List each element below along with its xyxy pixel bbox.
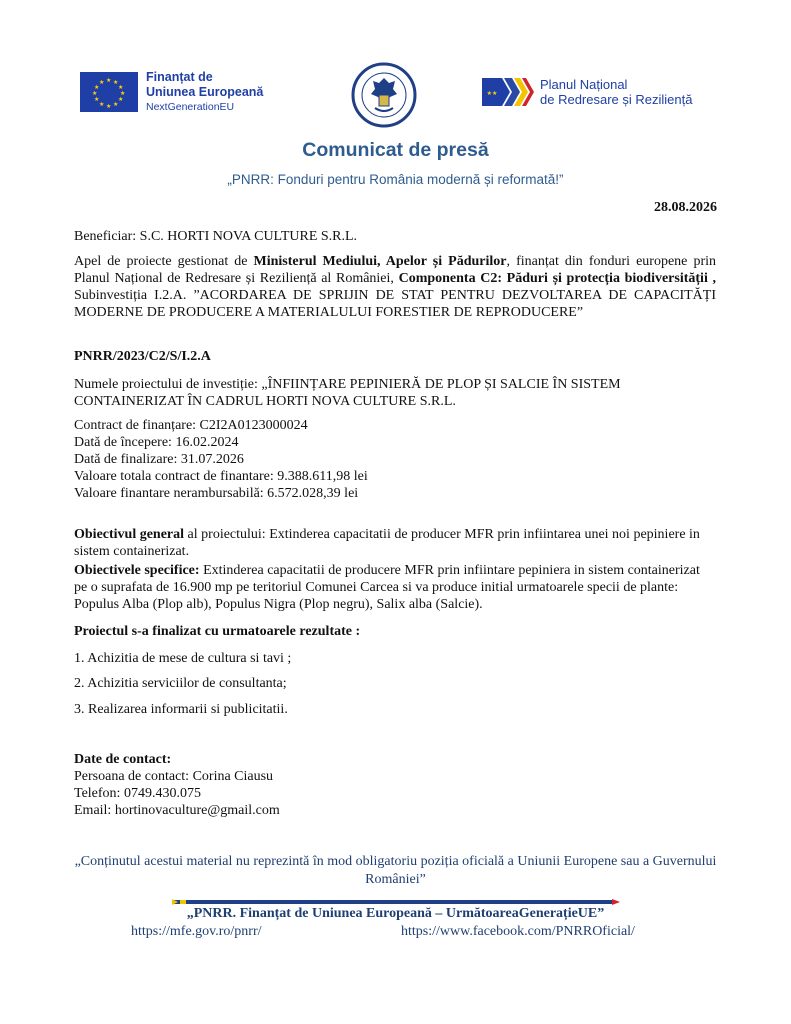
call-text-2: , finanțat din fonduri europene prin Planul Național de Redresare și Reziliență al României, bbox=[74, 254, 716, 286]
general-objective-label: Obiectivul general bbox=[74, 527, 185, 542]
beneficiary-text: Beneficiar: S.C. HORTI NOVA CULTURE S.R.L. bbox=[74, 229, 358, 244]
eu-logo-line2: Uniunea Europeană bbox=[146, 85, 264, 99]
ministry-name: Ministerul Mediului, Apelor și Pădurilor bbox=[253, 254, 507, 269]
specific-objectives bbox=[74, 562, 716, 613]
call-text-1: Apel de proiecte gestionat de bbox=[74, 254, 254, 269]
page-subtitle: „PNRR: Fonduri pentru România modernă și reformată!” bbox=[227, 172, 564, 187]
eu-logo-line1: Finanțat de bbox=[146, 70, 213, 84]
general-objective bbox=[74, 526, 716, 560]
contract-details bbox=[74, 417, 716, 502]
specific-objectives-label: Obiectivele specifice: bbox=[74, 563, 200, 578]
pnrr-logo-line2: de Redresare și Reziliență bbox=[540, 92, 693, 107]
call-paragraph bbox=[74, 253, 716, 321]
results-heading: Proiectul s-a finalizat cu urmatoarele rezultate : bbox=[74, 624, 361, 639]
project-name: Numele proiectului de investiție: „ÎNFIINȚARE PEPINIERĂ DE PLOP ȘI SALCIE ÎN SISTEM CONTAINERIZAT ÎN CADRUL HORTI NOVA CULTURE S.R.L. bbox=[74, 377, 621, 409]
result-item: 3. Realizarea informarii si publicitatii. bbox=[74, 702, 288, 717]
contact-phone: Telefon: 0749.430.075 bbox=[74, 786, 201, 801]
footer-link-facebook[interactable]: https://www.facebook.com/PNRROficial/ bbox=[401, 924, 635, 939]
contract-line: Contract de finanțare: C2I2A0123000024 bbox=[74, 418, 308, 433]
contact-email: Email: hortinovaculture@gmail.com bbox=[74, 803, 280, 818]
component-name: Componenta C2: Păduri și protecția biodiversității , bbox=[398, 271, 716, 286]
page-title: Comunicat de presă bbox=[302, 139, 489, 161]
disclaimer: „Conținutul acestui material nu reprezintă în mod obligatoriu poziția oficială a Uniunii Europene sau a Guvernului României” bbox=[74, 854, 717, 887]
contact-person: Persoana de contact: Corina Ciausu bbox=[74, 769, 274, 784]
eu-funding-logo bbox=[80, 70, 263, 114]
result-item: 2. Achizitia serviciilor de consultanta; bbox=[74, 676, 287, 691]
eu-logo-line3: NextGenerationEU bbox=[146, 101, 235, 113]
footer-link-mfe[interactable]: https://mfe.gov.ro/pnrr/ bbox=[131, 924, 262, 939]
pnrr-logo bbox=[482, 75, 692, 109]
contact-heading: Date de contact: bbox=[74, 752, 172, 767]
footer-divider bbox=[172, 899, 620, 905]
result-item: 1. Achizitia de mese de cultura si tavi ; bbox=[74, 651, 292, 666]
pnrr-logo-line1: Planul Național bbox=[540, 76, 628, 92]
press-release-date: 28.08.2026 bbox=[654, 200, 717, 215]
contact-block bbox=[74, 751, 716, 819]
footer-motto: „PNRR. Finanțat de Uniunea Europeană – UrmătoareaGenerațieUE” bbox=[186, 906, 605, 921]
government-seal-icon bbox=[351, 62, 417, 128]
call-text-3: Subinvestiția I.2.A. ”ACORDAREA DE SPRIJIN DE STAT PENTRU DEZVOLTAREA DE CAPACITĂȚI MODERNE DE PRODUCERE A MATERIALULUI FORESTIER DE REPRODUCERE” bbox=[74, 288, 716, 320]
contract-line: Valoare finantare nerambursabilă: 6.572.028,39 lei bbox=[74, 486, 359, 501]
contract-line: Dată de începere: 16.02.2024 bbox=[74, 435, 239, 450]
contract-line: Valoare totala contract de finantare: 9.388.611,98 lei bbox=[74, 469, 368, 484]
pnrr-flag-icon bbox=[482, 75, 534, 109]
contract-line: Dată de finalizare: 31.07.2026 bbox=[74, 452, 244, 467]
specific-objectives-text: Extinderea capacitatii de producere MFR prin infiintare pepiniera in sistem containerizat pe o suprafata de 16.900 mp pe teritoriul Comunei Carcea si va produce initial urmatoarele specii de plante: Populus Alba (Plop alb), Populus Nigra (Plop negru), Salix alba (Salcie). bbox=[74, 563, 700, 612]
general-objective-text: al proiectului: Extinderea capacitatii de producer MFR prin infiintarea unei noi pepiniere in sistem containerizat. bbox=[74, 527, 700, 559]
eu-flag-icon: ★ ★ ★ ★ ★ ★ ★ ★ ★ ★ ★ ★ bbox=[80, 72, 138, 112]
svg-text:★★: ★★ bbox=[486, 91, 498, 97]
project-code: PNRR/2023/C2/S/I.2.A bbox=[74, 349, 211, 364]
